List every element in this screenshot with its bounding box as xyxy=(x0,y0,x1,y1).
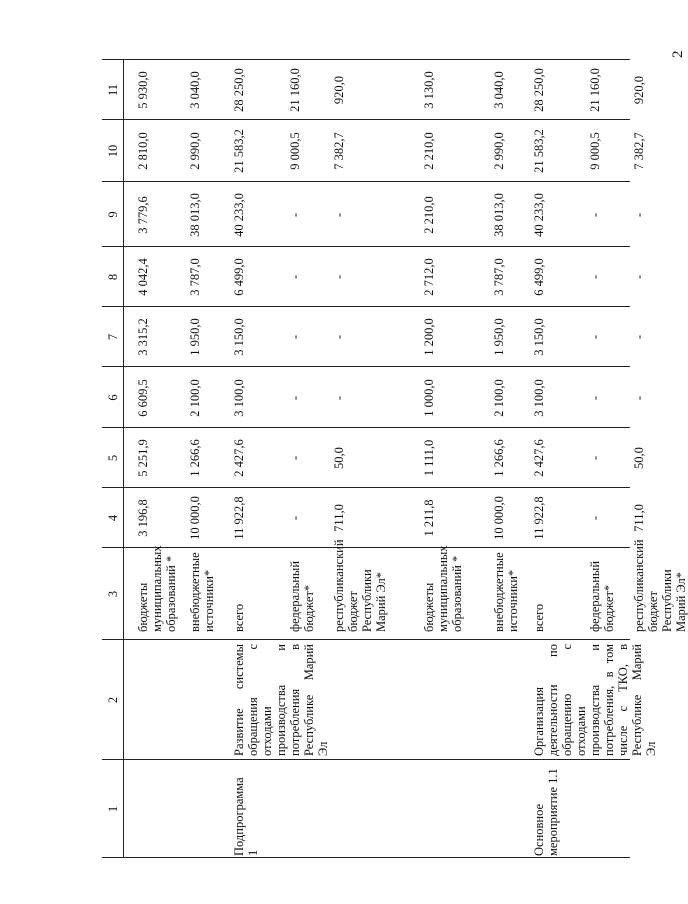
value-cell: 50,0 xyxy=(332,447,346,469)
value-cell: 3 196,8 xyxy=(136,499,150,537)
column-rule xyxy=(102,59,630,60)
value-cell: 40 233,0 xyxy=(532,193,546,237)
group-label: Подпрограмма 1 xyxy=(232,777,260,856)
value-cell: 3 100,0 xyxy=(232,379,246,417)
value-cell: 920,0 xyxy=(332,75,346,105)
value-cell: 4 042,4 xyxy=(136,258,150,296)
value-cell: - xyxy=(588,274,602,280)
value-cell: - xyxy=(588,395,602,401)
budget-table xyxy=(102,0,688,858)
value-cell: 3 100,0 xyxy=(532,379,546,417)
value-cell: 1 200,0 xyxy=(422,318,436,356)
value-cell: 6 609,5 xyxy=(136,379,150,417)
header-rule xyxy=(123,60,124,858)
value-cell: 1 111,0 xyxy=(422,439,436,477)
value-cell: 21 583,2 xyxy=(232,129,246,173)
value-cell: 7 382,7 xyxy=(332,132,346,170)
value-cell: - xyxy=(288,274,302,280)
value-cell: 28 250,0 xyxy=(532,68,546,112)
column-header: 7 xyxy=(106,333,120,341)
column-rule xyxy=(102,857,630,858)
value-cell: 2 100,0 xyxy=(188,379,202,417)
value-cell: 2 810,0 xyxy=(136,132,150,170)
column-header: 3 xyxy=(106,590,120,598)
funding-source: бюджеты муниципальных образований * xyxy=(422,545,464,632)
value-cell: - xyxy=(632,395,646,401)
value-cell: 3 315,2 xyxy=(136,318,150,356)
value-cell: 10 000,0 xyxy=(188,496,202,540)
value-cell: 21 160,0 xyxy=(588,68,602,112)
value-cell: - xyxy=(288,334,302,340)
value-cell: 1 266,6 xyxy=(188,439,202,477)
value-cell: 38 013,0 xyxy=(188,193,202,237)
value-cell: 2 427,6 xyxy=(532,439,546,477)
value-cell: 5 251,9 xyxy=(136,439,150,477)
value-cell: - xyxy=(332,274,346,280)
value-cell: 28 250,0 xyxy=(232,68,246,112)
value-cell: 1 950,0 xyxy=(188,318,202,356)
value-cell: 9 000,5 xyxy=(588,132,602,170)
value-cell: 2 990,0 xyxy=(492,132,506,170)
value-cell: 40 233,0 xyxy=(232,193,246,237)
value-cell: 7 382,7 xyxy=(632,132,646,170)
value-cell: 9 000,5 xyxy=(288,132,302,170)
funding-source: всего xyxy=(532,603,546,632)
column-rule xyxy=(102,427,630,428)
value-cell: 2 990,0 xyxy=(188,132,202,170)
value-cell: 10 000,0 xyxy=(492,496,506,540)
column-header: 6 xyxy=(106,394,120,401)
value-cell: - xyxy=(588,455,602,461)
value-cell: 3 779,6 xyxy=(136,196,150,234)
column-rule xyxy=(102,487,630,488)
column-header: 1 xyxy=(106,805,120,813)
value-cell: 2 210,0 xyxy=(422,132,436,170)
value-cell: 3 130,0 xyxy=(422,71,436,109)
group-label: Основное мероприятие 1.1 xyxy=(532,768,560,856)
group-description: Развитие системы обращения с отходами производства и потребления в Республике Марий Эл xyxy=(232,644,330,756)
value-cell: 1 211,8 xyxy=(422,499,436,537)
column-rule xyxy=(102,547,630,548)
value-cell: 5 930,0 xyxy=(136,71,150,109)
funding-source: всего xyxy=(232,603,246,632)
value-cell: 2 100,0 xyxy=(492,379,506,417)
value-cell: 21 160,0 xyxy=(288,68,302,112)
column-rule xyxy=(102,639,630,640)
value-cell: - xyxy=(288,395,302,401)
value-cell: 50,0 xyxy=(632,447,646,469)
column-header: 9 xyxy=(106,211,120,218)
funding-source: бюджеты муниципальных образований * xyxy=(136,545,178,632)
value-cell: 920,0 xyxy=(632,75,646,105)
group-description: Организация деятельности по обращению с отходами производства и потребления, в том числе с ТКО, в Республике Марий Эл xyxy=(532,644,658,756)
funding-source: республиканский бюджет Республики Марий Эл* xyxy=(632,539,688,632)
value-cell: - xyxy=(288,212,302,218)
column-rule xyxy=(102,366,630,367)
value-cell: - xyxy=(288,455,302,461)
column-header: 4 xyxy=(106,514,120,522)
value-cell: - xyxy=(588,212,602,218)
column-rule xyxy=(102,119,630,120)
value-cell: 2 210,0 xyxy=(422,196,436,234)
value-cell: 1 266,6 xyxy=(492,439,506,477)
value-cell: 3 787,0 xyxy=(492,258,506,296)
value-cell: 11 922,8 xyxy=(532,496,546,540)
value-cell: - xyxy=(588,515,602,521)
value-cell: - xyxy=(588,334,602,340)
column-header: 8 xyxy=(106,273,120,281)
funding-source: республиканский бюджет Республики Марий Эл* xyxy=(332,539,388,632)
value-cell: - xyxy=(632,334,646,340)
value-cell: - xyxy=(632,212,646,218)
value-cell: - xyxy=(632,274,646,280)
value-cell: 2 712,0 xyxy=(422,258,436,296)
column-header: 2 xyxy=(106,696,120,704)
value-cell: 711,0 xyxy=(632,504,646,532)
column-rule xyxy=(102,246,630,247)
value-cell: 3 787,0 xyxy=(188,258,202,296)
page-number: 2 xyxy=(670,50,686,58)
funding-source: внебюджетные источники* xyxy=(188,552,216,632)
value-cell: 1 000,0 xyxy=(422,379,436,417)
value-cell: 2 427,6 xyxy=(232,439,246,477)
column-header: 10 xyxy=(106,144,120,158)
value-cell: 3 040,0 xyxy=(188,71,202,109)
value-cell: 21 583,2 xyxy=(532,129,546,173)
value-cell: - xyxy=(332,212,346,218)
value-cell: - xyxy=(332,334,346,340)
column-rule xyxy=(102,181,630,182)
column-rule xyxy=(102,306,630,307)
column-header: 11 xyxy=(106,83,120,97)
column-rule xyxy=(102,759,630,760)
funding-source: федеральный бюджет* xyxy=(588,560,616,632)
value-cell: 6 499,0 xyxy=(232,258,246,296)
value-cell: 3 150,0 xyxy=(532,318,546,356)
funding-source: внебюджетные источники* xyxy=(492,552,520,632)
value-cell: 1 950,0 xyxy=(492,318,506,356)
value-cell: 38 013,0 xyxy=(492,193,506,237)
value-cell: 711,0 xyxy=(332,504,346,532)
funding-source: федеральный бюджет* xyxy=(288,560,316,632)
value-cell: - xyxy=(332,395,346,401)
value-cell: 3 150,0 xyxy=(232,318,246,356)
value-cell: 11 922,8 xyxy=(232,496,246,540)
value-cell: 6 499,0 xyxy=(532,258,546,296)
value-cell: - xyxy=(288,515,302,521)
column-header: 5 xyxy=(106,454,120,462)
value-cell: 3 040,0 xyxy=(492,71,506,109)
